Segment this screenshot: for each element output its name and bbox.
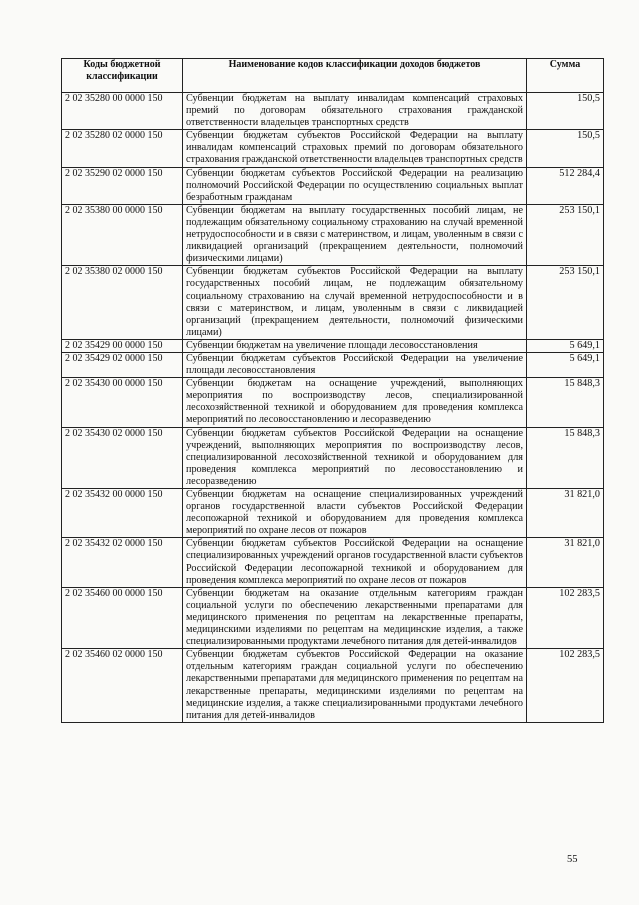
cell-sum: 102 283,5 xyxy=(527,587,604,648)
cell-name: Субвенции бюджетам субъектов Российской Федерации на оснащение учреждений, выполняющих мероприятия по воспроизводству лесов, специализированной лесохозяйственной техникой и оборудованием для проведения комплекса мероприятий по лесовосстановлению и лесоразведению xyxy=(183,427,527,488)
cell-name: Субвенции бюджетам субъектов Российской Федерации на реализацию полномочий Российской Федерации по осуществлению социальных выплат безработным гражданам xyxy=(183,167,527,204)
page-number: 55 xyxy=(567,854,578,865)
cell-name: Субвенции бюджетам субъектов Российской Федерации на оснащение специализированных учреждений органов государственной власти субъектов Российской Федерации лесопожарной техникой и оборудованием для проведения комплекса мероприятий по охране лесов от пожаров xyxy=(183,538,527,587)
table-row xyxy=(62,339,604,352)
cell-sum: 512 284,4 xyxy=(527,167,604,204)
cell-name: Субвенции бюджетам субъектов Российской Федерации на выплату государственных пособий лицам, не подлежащим обязательному социальному страхованию на случай временной нетрудоспособности и в связи с материнством, и лицам, уволенным в связи с ликвидацией организаций (прекращением деятельности, полномочий физическими лицами) xyxy=(183,266,527,340)
cell-code: 2 02 35280 00 0000 150 xyxy=(62,93,183,130)
cell-sum: 5 649,1 xyxy=(527,339,604,352)
table-row xyxy=(62,266,604,340)
table-header-row xyxy=(62,59,604,93)
cell-sum: 31 821,0 xyxy=(527,538,604,587)
table-row xyxy=(62,130,604,167)
table-row xyxy=(62,204,604,265)
header-sum: Сумма xyxy=(527,59,604,93)
cell-name: Субвенции бюджетам субъектов Российской Федерации на увеличение площади лесовосстановления xyxy=(183,352,527,377)
table-row xyxy=(62,489,604,538)
cell-name: Субвенции бюджетам на увеличение площади лесовосстановления xyxy=(183,339,527,352)
cell-code: 2 02 35380 02 0000 150 xyxy=(62,266,183,340)
table-row xyxy=(62,352,604,377)
table-body xyxy=(62,93,604,723)
cell-code: 2 02 35460 02 0000 150 xyxy=(62,649,183,723)
cell-sum: 31 821,0 xyxy=(527,489,604,538)
cell-sum: 150,5 xyxy=(527,130,604,167)
cell-sum: 253 150,1 xyxy=(527,204,604,265)
cell-sum: 5 649,1 xyxy=(527,352,604,377)
table-row xyxy=(62,538,604,587)
table-row xyxy=(62,378,604,427)
cell-name: Субвенции бюджетам субъектов Российской Федерации на выплату инвалидам компенсаций страховых премий по договорам обязательного страхования гражданской ответственности владельцев транспортных средств xyxy=(183,130,527,167)
table-row xyxy=(62,649,604,723)
revenue-codes-table xyxy=(61,58,604,723)
cell-code: 2 02 35432 00 0000 150 xyxy=(62,489,183,538)
cell-name: Субвенции бюджетам на выплату инвалидам компенсаций страховых премий по договорам обязательного страхования гражданской ответственности владельцев транспортных средств xyxy=(183,93,527,130)
table-row xyxy=(62,93,604,130)
cell-code: 2 02 35429 00 0000 150 xyxy=(62,339,183,352)
cell-sum: 15 848,3 xyxy=(527,378,604,427)
cell-name: Субвенции бюджетам на выплату государственных пособий лицам, не подлежащим обязательному социальному страхованию на случай временной нетрудоспособности и в связи с материнством, и лицам, уволенным в связи с ликвидацией организаций (прекращением деятельности, полномочий физическими лицами) xyxy=(183,204,527,265)
cell-code: 2 02 35460 00 0000 150 xyxy=(62,587,183,648)
cell-sum: 15 848,3 xyxy=(527,427,604,488)
cell-code: 2 02 35380 00 0000 150 xyxy=(62,204,183,265)
cell-code: 2 02 35430 00 0000 150 xyxy=(62,378,183,427)
cell-name: Субвенции бюджетам субъектов Российской Федерации на оказание отдельным категориям граждан социальной услуги по обеспечению лекарственными препаратами для медицинского применения по рецептам на лекарственные препараты, медицинскими изделиями по рецептам на медицинские изделия, а также специализированными продуктами лечебного питания для детей-инвалидов xyxy=(183,649,527,723)
header-code: Коды бюджетной классификации xyxy=(62,59,183,93)
cell-code: 2 02 35430 02 0000 150 xyxy=(62,427,183,488)
cell-code: 2 02 35429 02 0000 150 xyxy=(62,352,183,377)
cell-code: 2 02 35280 02 0000 150 xyxy=(62,130,183,167)
cell-code: 2 02 35290 02 0000 150 xyxy=(62,167,183,204)
cell-sum: 253 150,1 xyxy=(527,266,604,340)
cell-name: Субвенции бюджетам на оснащение учреждений, выполняющих мероприятия по воспроизводству лесов, специализированной лесохозяйственной техникой и оборудованием для проведения комплекса мероприятий по лесовосстановлению и лесоразведению xyxy=(183,378,527,427)
cell-name: Субвенции бюджетам на оказание отдельным категориям граждан социальной услуги по обеспечению лекарственными препаратами для медицинского применения по рецептам на лекарственные препараты, медицинскими изделиями по рецептам на медицинские изделия, а также специализированными продуктами лечебного питания для детей-инвалидов xyxy=(183,587,527,648)
table-row xyxy=(62,427,604,488)
table-row xyxy=(62,587,604,648)
cell-name: Субвенции бюджетам на оснащение специализированных учреждений органов государственной власти субъектов Российской Федерации лесопожарной техникой и оборудованием для проведения комплекса мероприятий по охране лесов от пожаров xyxy=(183,489,527,538)
table-row xyxy=(62,167,604,204)
cell-sum: 150,5 xyxy=(527,93,604,130)
header-name: Наименование кодов классификации доходов бюджетов xyxy=(183,59,527,93)
cell-sum: 102 283,5 xyxy=(527,649,604,723)
cell-code: 2 02 35432 02 0000 150 xyxy=(62,538,183,587)
